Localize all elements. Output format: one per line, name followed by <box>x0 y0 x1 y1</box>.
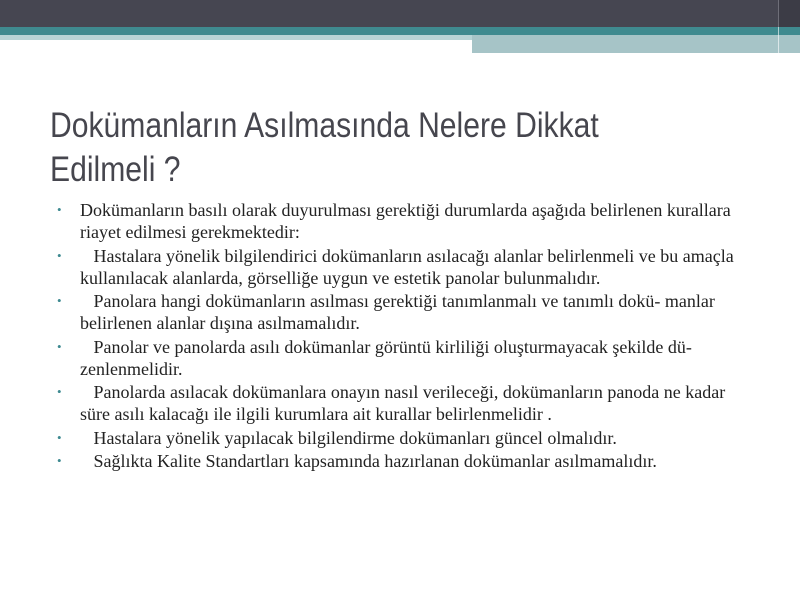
slide-title: Dokümanların Asılmasında Nelere Dikkat Edilmeli ? <box>50 106 599 189</box>
bullet-text: Hastalara yönelik yapılacak bilgilendirme dokümanları güncel olmalıdır. <box>80 427 617 448</box>
bullet-item <box>57 381 757 425</box>
header-band-notch <box>778 27 779 53</box>
bullet-item <box>57 427 757 449</box>
header-band-light-left <box>0 35 472 40</box>
bullet-text: Sağlıkta Kalite Standartları kapsamında hazırlanan dokümanlar asılmamalıdır. <box>80 451 657 471</box>
bullet-text: Hastalara yönelik bilgilendirici dokümanların asılacağı alanlar belirlenmeli ve bu amaçla kullanılacak alanlarda, görselliğe uygun ve estetik panolar bulunmalıdır. <box>80 245 739 288</box>
bullet-item <box>57 245 757 289</box>
bullet-item <box>57 450 757 472</box>
bullet-icon: • <box>57 384 62 399</box>
bullet-list <box>57 199 757 474</box>
bullet-icon: • <box>57 429 62 445</box>
bullet-item <box>57 290 757 334</box>
bullet-text: Panolarda asılacak dokümanlara onayın nasıl verileceği, dokümanların panoda ne kadar süre asılı kalacağı ile ilgili kurumlara ait kurallar belirlenmelidir . <box>80 382 730 424</box>
bullet-item <box>57 199 757 243</box>
header-band-dark-right <box>778 0 800 27</box>
bullet-text: Panolar ve panolarda asılı dokümanlar görüntü kirliliği oluşturmayacak şekilde dü- zenlenmelidir. <box>80 336 697 379</box>
bullet-text: Dokümanların basılı olarak duyurulması gerektiği durumlarda aşağıda belirlenen kurallara riayet edilmesi gerekmektedir: <box>80 200 731 242</box>
bullet-icon: • <box>57 293 62 308</box>
bullet-icon: • <box>57 247 62 263</box>
bullet-item <box>57 336 757 380</box>
header-band-dark <box>0 0 778 27</box>
bullet-icon: • <box>57 202 62 217</box>
header-band-teal <box>0 27 800 35</box>
header-band-light-right <box>472 35 800 53</box>
bullet-text: Panolara hangi dokümanların asılması gerektiği tanımlanmalı ve tanımlı dokü- manlar belirlenen alanlar dışına asılmamalıdır. <box>80 291 720 333</box>
bullet-icon: • <box>57 338 62 354</box>
bullet-icon: • <box>57 453 62 468</box>
